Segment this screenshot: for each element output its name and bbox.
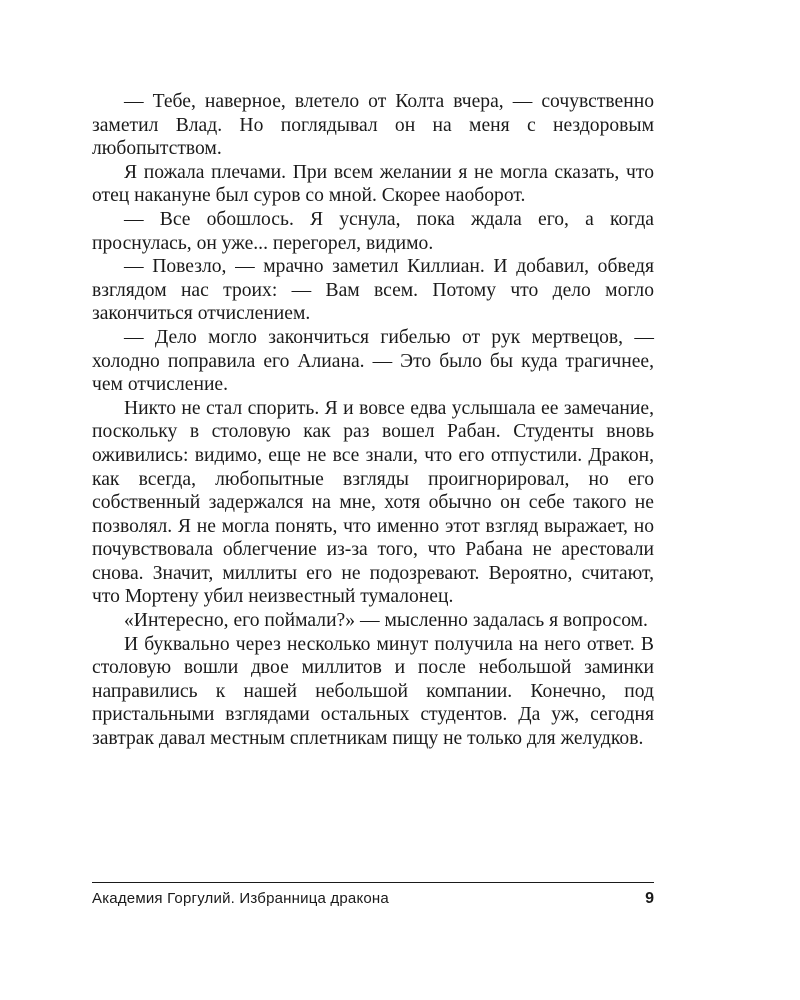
page-footer bbox=[92, 882, 654, 908]
paragraph: Никто не стал спорить. Я и вовсе едва услышала ее замечание, поскольку в столовую как раз вошел Рабан. Студенты вновь оживились: видимо, еще не все знали, что его отпустили. Дракон, как всегда, любопытные взгляды проигнорировал, но его собственный задержался на мне, хотя обычно он себе такого не позволял. Я не могла понять, что именно этот взгляд выражает, но почувствовала облегчение из-за того, что Рабана не арестовали снова. Значит, миллиты его не подозревают. Вероятно, считают, что Мортену убил неизвестный тумалонец. bbox=[92, 397, 654, 608]
paragraph: И буквально через несколько минут получила на него ответ. В столовую вошли двое миллитов и после небольшой заминки направились к нашей небольшой компании. Конечно, под пристальными взглядами остальных студентов. Да уж, сегодня завтрак давал местным сплетникам пищу не только для желудков. bbox=[92, 633, 654, 750]
paragraph: — Все обошлось. Я уснула, пока ждала его, а когда проснулась, он уже... перегорел, видимо. bbox=[92, 208, 654, 254]
paragraph: — Дело могло закончиться гибелью от рук мертвецов, — холодно поправила его Алиана. — Это было бы куда трагичнее, чем отчисление. bbox=[92, 326, 654, 396]
paragraph: Я пожала плечами. При всем желании я не могла сказать, что отец накануне был суров со мной. Скорее наоборот. bbox=[92, 161, 654, 207]
paragraph: «Интересно, его поймали?» — мысленно задалась я вопросом. bbox=[124, 610, 648, 632]
paragraph: — Тебе, наверное, влетело от Колта вчера, — сочувственно заметил Влад. Но поглядывал он на меня с нездоровым любопытством. bbox=[92, 91, 654, 160]
text-body bbox=[92, 90, 654, 751]
book-page bbox=[92, 90, 654, 751]
paragraph: — Повезло, — мрачно заметил Киллиан. И добавил, обведя взглядом нас троих: — Вам всем. Потому что дело могло закончиться отчислением. bbox=[92, 256, 654, 325]
page-number: 9 bbox=[645, 890, 654, 907]
running-title: Академия Горгулий. Избранница дракона bbox=[92, 890, 389, 907]
